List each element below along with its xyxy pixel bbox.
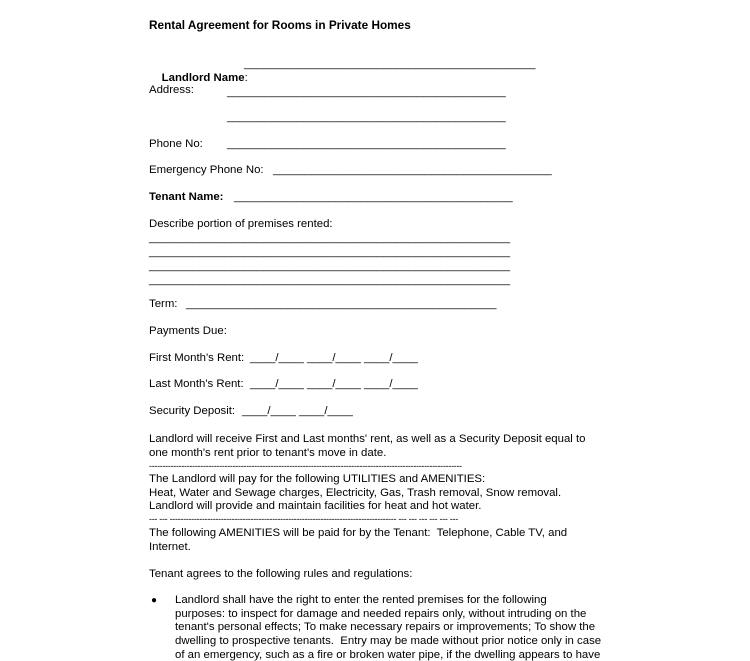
- address-field-line-2[interactable]: ____________________________________________: [227, 111, 506, 123]
- security-deposit-field[interactable]: ____/____ ____/____: [242, 405, 353, 417]
- premises-line-4[interactable]: _________________________________________________________: [149, 274, 511, 286]
- rule-1-line-3: tenant's personal effects; To make necessary repairs or improvements; To show the: [175, 621, 596, 633]
- utilities-line-3: Landlord will provide and maintain facilities for heat and hot water.: [149, 500, 482, 512]
- deposit-paragraph-line-2: one month's rent prior to tenant's move in date.: [149, 447, 387, 459]
- phone-field[interactable]: ____________________________________________: [227, 138, 506, 150]
- utilities-line-1: The Landlord will pay for the following UTILITIES and AMENITIES:: [149, 473, 486, 485]
- rule-1-line-1: Landlord shall have the right to enter the rented premises for the following: [175, 594, 547, 606]
- tenant-name-field[interactable]: ____________________________________________: [234, 191, 513, 203]
- amenities-line-1: The following AMENITIES will be paid for by the Tenant: Telephone, Cable TV, and: [149, 527, 568, 539]
- first-month-rent-field[interactable]: ____/____ ____/____ ____/____: [250, 352, 418, 364]
- landlord-name-colon: :: [244, 72, 248, 84]
- emergency-phone-field[interactable]: ____________________________________________: [273, 164, 552, 176]
- divider-2: --- --- ------------------------------------------------------------------------------------ --- --- --- --- --- ---: [149, 514, 458, 524]
- term-label: Term:: [149, 298, 178, 310]
- emergency-phone-label: Emergency Phone No:: [149, 164, 264, 176]
- last-month-rent-label: Last Month's Rent:: [149, 378, 244, 390]
- amenities-line-2: Internet.: [149, 541, 191, 553]
- phone-label: Phone No:: [149, 138, 203, 150]
- landlord-name-label: Landlord Name: [161, 72, 245, 84]
- address-field-line-1[interactable]: ____________________________________________: [227, 86, 506, 98]
- address-label: Address:: [149, 84, 194, 96]
- bullet-icon: ●: [151, 595, 158, 606]
- last-month-rent-field[interactable]: ____/____ ____/____ ____/____: [250, 378, 418, 390]
- deposit-paragraph-line-1: Landlord will receive First and Last months' rent, as well as a Security Deposit equal to: [149, 433, 586, 445]
- security-deposit-label: Security Deposit:: [149, 405, 236, 417]
- divider-1: --------------------------------------------------------------------------------------------------------------------: [149, 461, 462, 471]
- premises-line-1[interactable]: _________________________________________________________: [149, 232, 511, 244]
- payments-due-label: Payments Due:: [149, 325, 227, 337]
- landlord-name-field[interactable]: ______________________________________________: [244, 58, 536, 70]
- utilities-line-2: Heat, Water and Sewage charges, Electricity, Gas, Trash removal, Snow removal.: [149, 487, 562, 499]
- term-field[interactable]: _________________________________________________: [186, 298, 497, 310]
- tenant-name-label: Tenant Name:: [149, 191, 224, 203]
- premises-line-2[interactable]: _________________________________________________________: [149, 246, 511, 258]
- rule-1-line-5: of an emergency, such as a fire or broken water pipe, if the dwelling appears to have: [175, 649, 601, 661]
- rule-1-line-4: dwelling to prospective tenants. Entry may be made without prior notice only in case: [175, 635, 602, 647]
- premises-line-3[interactable]: _________________________________________________________: [149, 260, 511, 272]
- rules-intro: Tenant agrees to the following rules and regulations:: [149, 568, 413, 580]
- first-month-rent-label: First Month's Rent:: [149, 352, 245, 364]
- rule-1-line-2: purposes: to inspect for damage and needed repairs only, without intruding on the: [175, 608, 587, 620]
- premises-label: Describe portion of premises rented:: [149, 218, 333, 230]
- document-title: Rental Agreement for Rooms in Private Homes: [149, 18, 411, 32]
